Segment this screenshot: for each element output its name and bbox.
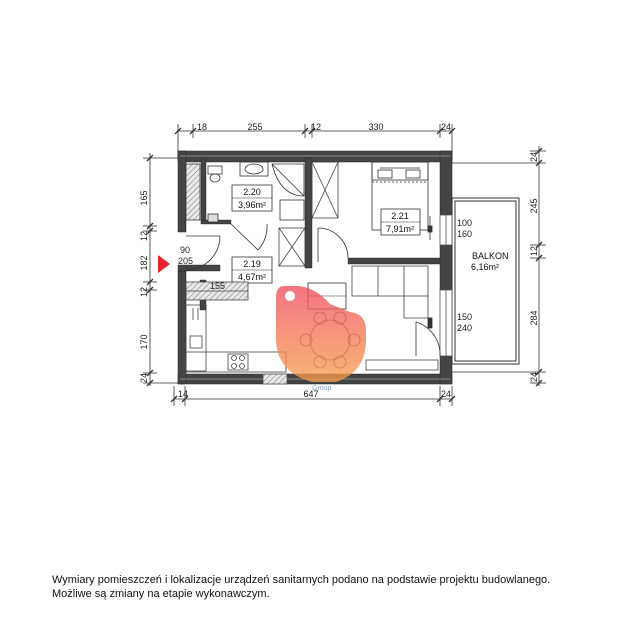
- dim-top-2: 255: [247, 122, 263, 132]
- dim-left-2: 12: [139, 230, 149, 242]
- dim-right-3: 12: [529, 245, 539, 257]
- room-2-19-id: 2.19: [243, 259, 261, 269]
- room-2-21-area: 7,91m²: [385, 224, 415, 234]
- dim-left-3: 182: [139, 255, 149, 271]
- watermark-logo: [276, 286, 366, 382]
- kitchen-counter: [186, 282, 286, 372]
- balcony-name: BALKON: [472, 251, 509, 261]
- bedroom-door: [318, 228, 348, 262]
- dim-top-5: 24: [440, 122, 452, 132]
- entry-door-width: 90: [180, 245, 191, 255]
- kitchen-opening-label: 155: [210, 281, 226, 291]
- watermark-dot-icon: [285, 291, 295, 301]
- disclaimer-note: [52, 573, 550, 601]
- dim-left-6: 24: [139, 372, 149, 384]
- dim-right-5: 24: [529, 371, 539, 383]
- dim-top-4: 330: [368, 122, 384, 132]
- room-2-20-area: 3,96m²: [237, 200, 267, 210]
- entrance-arrow-icon: [158, 255, 170, 273]
- dim-right-2: 245: [529, 198, 539, 214]
- bedroom-balcony-door: [428, 216, 432, 240]
- room-2-21-id: 2.21: [391, 211, 409, 221]
- balcony-area: 6,16m²: [471, 262, 500, 272]
- watermark-sub: Group: [312, 385, 332, 392]
- dim-bottom-3: 24: [440, 389, 452, 399]
- dim-left-5: 170: [139, 334, 149, 350]
- entry-door-height: 205: [178, 256, 194, 266]
- dim-top-1: 18: [196, 122, 208, 132]
- bathroom-door: [231, 224, 267, 250]
- dim-left-4: 12: [139, 286, 149, 298]
- living-door-height: 240: [457, 323, 473, 333]
- living-sofa: [352, 266, 428, 318]
- tv-cabinet: [366, 360, 438, 370]
- bedroom-door-height: 160: [457, 229, 473, 239]
- living-door-width: 150: [457, 312, 473, 322]
- dim-right-4: 284: [529, 310, 539, 326]
- disclaimer-line-1: Wymiary pomieszczeń i lokalizacje urządzeń sanitarnych podano na podstawie projektu budowlanego.: [52, 574, 551, 586]
- dim-bottom-1: 14: [177, 389, 189, 399]
- bedroom-door-width: 100: [457, 218, 473, 228]
- room-2-20-id: 2.20: [243, 187, 261, 197]
- dim-right-1: 24: [529, 151, 539, 163]
- living-balcony-door: [416, 318, 440, 356]
- dim-top-3: 12: [310, 122, 322, 132]
- disclaimer-line-2: Możliwe są zmiany na etapie wykonawczym.: [52, 588, 270, 600]
- room-2-19-area: 4,67m²: [237, 272, 267, 282]
- dim-bottom-2: 647: [303, 389, 319, 399]
- dim-left-1: 165: [139, 190, 149, 206]
